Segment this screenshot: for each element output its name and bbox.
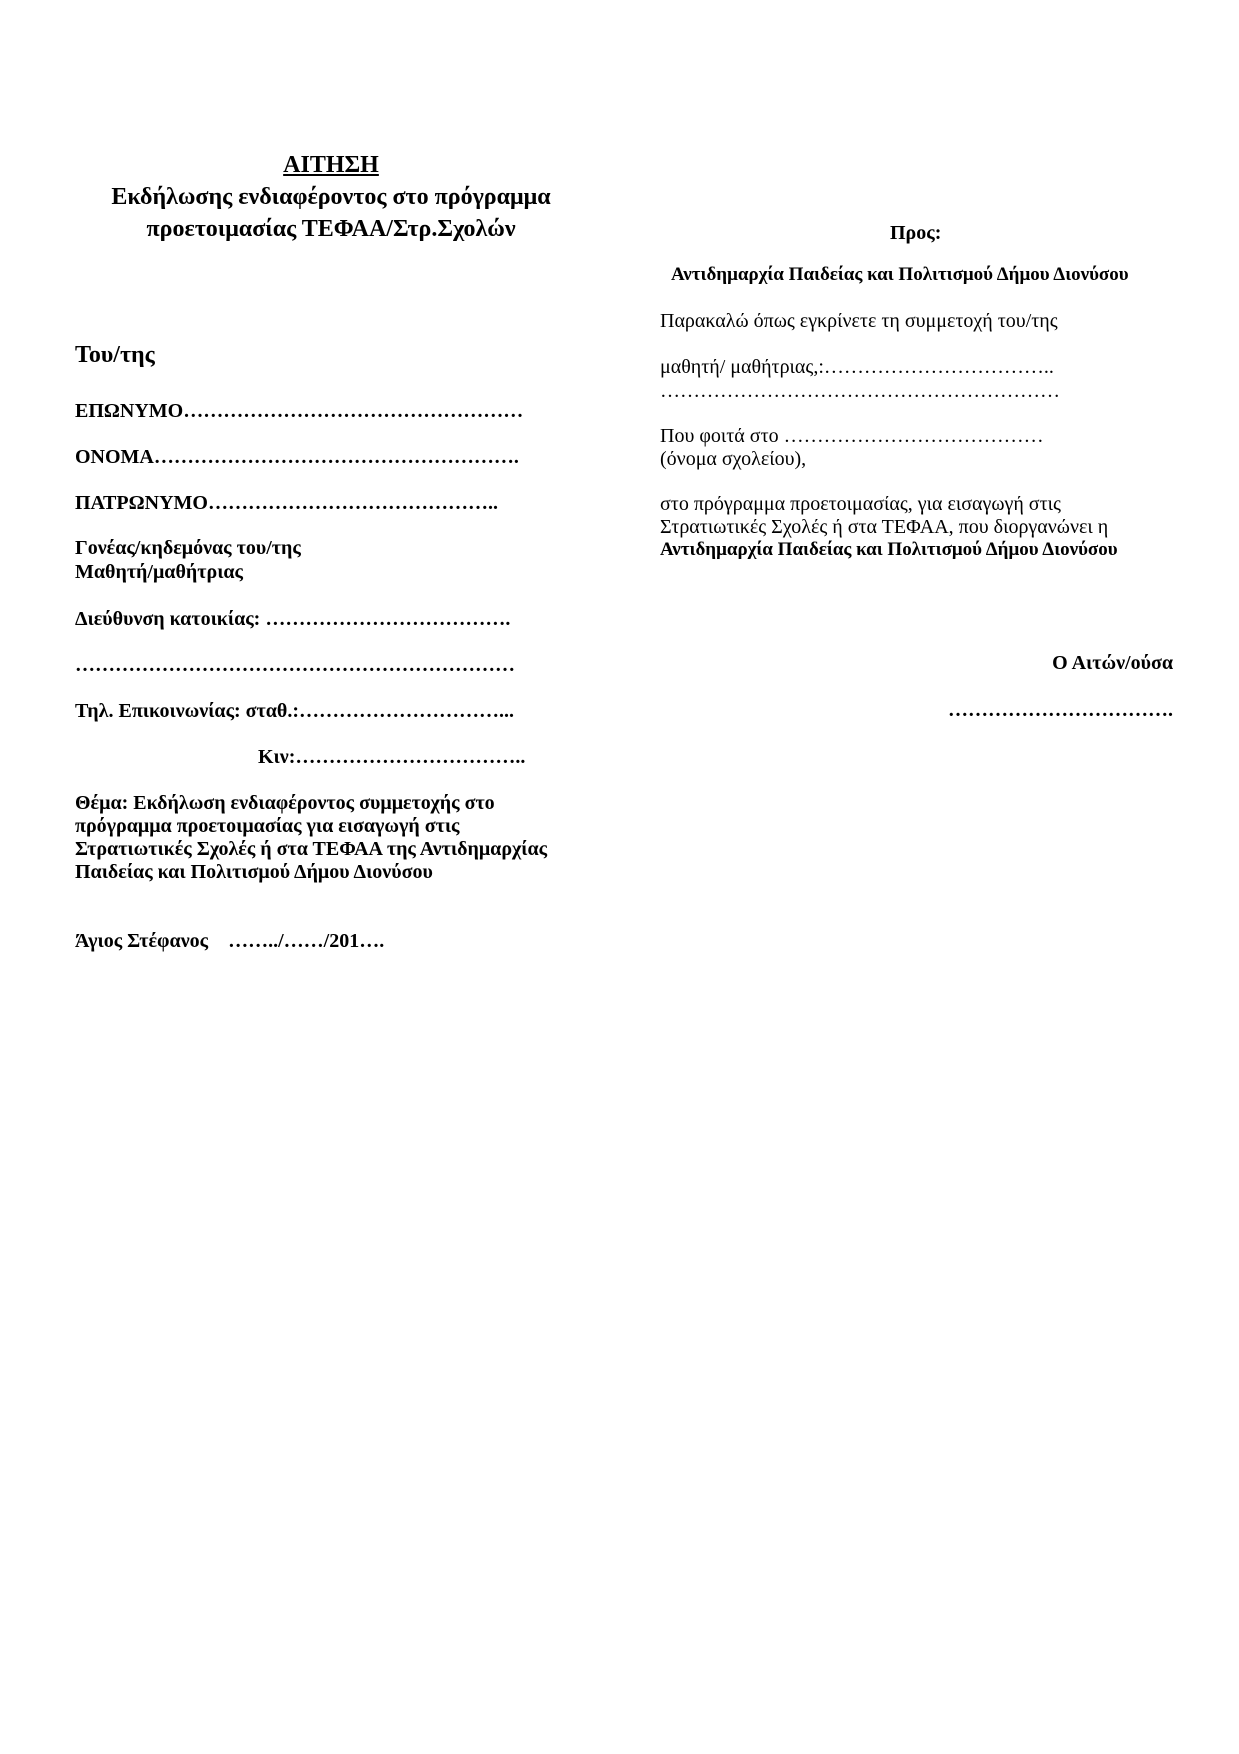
program-paragraph-line2: Στρατιωτικές Σχολές ή στα ΤΕΦΑΑ, που διοργανώνει η xyxy=(660,516,1109,538)
subject-line1: Θέμα: Εκδήλωση ενδιαφέροντος συμμετοχής στο xyxy=(75,792,495,814)
address-field: Διεύθυνση κατοικίας: ………………………………. xyxy=(75,608,511,630)
name-field: ΟΝΟΜΑ………………………………………………. xyxy=(75,446,519,468)
subject-line4: Παιδείας και Πολιτισμού Δήμου Διονύσου xyxy=(75,861,433,883)
subject-line2: πρόγραμμα προετοιμασίας για εισαγωγή στις xyxy=(75,815,460,837)
place-date-line: Άγιος Στέφανος ……../……/201…. xyxy=(75,930,385,952)
program-paragraph-line1: στο πρόγραμμα προετοιμασίας, για εισαγωγή στις xyxy=(660,493,1061,515)
student-name-field: μαθητή/ μαθήτριας,:…………………………….. xyxy=(660,356,1054,378)
recipient-name: Αντιδημαρχία Παιδείας και Πολιτισμού Δήμου Διονύσου xyxy=(671,264,1129,285)
program-paragraph-line3: Αντιδημαρχία Παιδείας και Πολιτισμού Δήμου Διονύσου xyxy=(660,539,1118,560)
surname-field: ΕΠΩΝΥΜΟ…………………………………………… xyxy=(75,400,524,422)
address-continuation-field: ………………………………………………………… xyxy=(75,654,515,676)
school-field: Που φοιτά στο ………………………………… xyxy=(660,425,1044,447)
applicant-signature-label: Ο Αιτών/ούσα xyxy=(1052,652,1173,674)
school-name-hint: (όνομα σχολείου), xyxy=(660,448,807,470)
document-title: ΑΙΤΗΣΗ xyxy=(283,152,379,178)
request-paragraph-line1: Παρακαλώ όπως εγκρίνετε τη συμμετοχή του/της xyxy=(660,310,1058,332)
fathers-name-field: ΠΑΤΡΩΝΥΜΟ…………………………………….. xyxy=(75,492,498,514)
landline-phone-field: Τηλ. Επικοινωνίας: σταθ.:…………………………... xyxy=(75,700,515,722)
subject-line3: Στρατιωτικές Σχολές ή στα ΤΕΦΑΑ της Αντιδημαρχίας xyxy=(75,838,548,860)
guardian-label-line1: Γονέας/κηδεμόνας του/της xyxy=(75,537,301,559)
to-label: Προς: xyxy=(890,222,942,244)
student-name-continuation: …………………………………………………… xyxy=(660,380,1060,402)
applicant-heading: Του/της xyxy=(75,342,155,368)
signature-line: ……………………………. xyxy=(948,699,1173,721)
document-subtitle-line1: Εκδήλωσης ενδιαφέροντος στο πρόγραμμα xyxy=(111,184,551,210)
mobile-phone-field: Κιν:…………………………….. xyxy=(258,746,526,768)
guardian-label-line2: Μαθητή/μαθήτριας xyxy=(75,561,243,583)
document-subtitle-line2: προετοιμασίας ΤΕΦΑΑ/Στρ.Σχολών xyxy=(146,216,516,242)
